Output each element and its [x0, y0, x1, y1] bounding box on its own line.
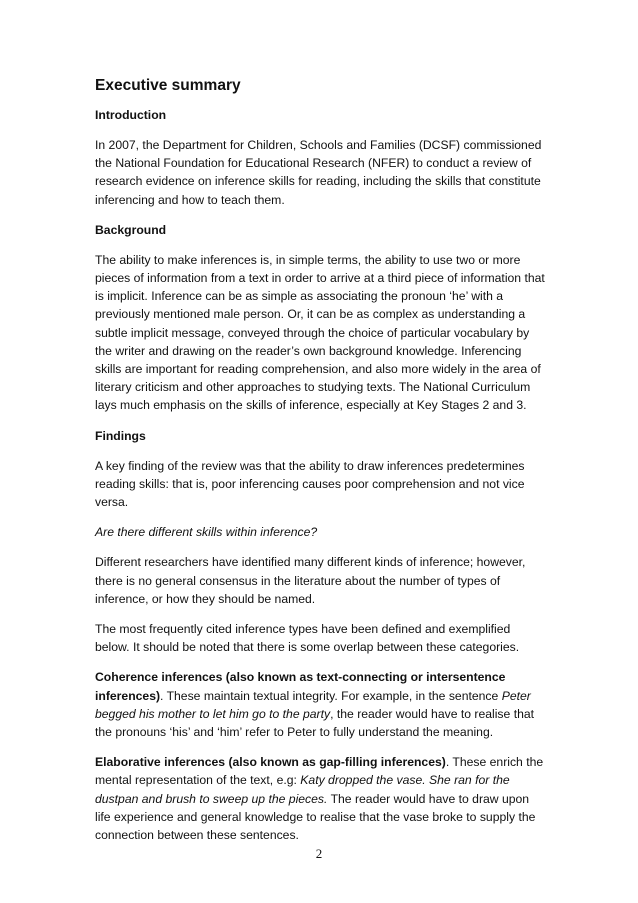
introduction-paragraph: In 2007, the Department for Children, Schools and Families (DCSF) commissioned the National Foundation for Educational Research (NFER) to conduct a review of research evidence on inference skills for reading, including the skills that constitute inferencing and how to teach them. [95, 138, 542, 207]
elaborative-inferences-term: Elaborative inferences (also known as gap-filling inferences) [95, 755, 446, 770]
elaborative-text-1: . These enrich the mental representation of the text, e.g: [95, 755, 544, 788]
coherence-inferences-paragraph [95, 668, 547, 741]
introduction-heading: Introduction [95, 108, 167, 122]
background-heading: Background [95, 222, 167, 237]
elaborative-example: Katy dropped the vase. She ran for the dustpan and brush to sweep up the pieces. [95, 773, 510, 806]
page-title: Executive summary [95, 77, 241, 94]
coherence-text-2: , the reader would have to realise that the pronouns ‘his’ and ‘him’ refer to Peter to fully understand the meaning. [95, 706, 535, 740]
page-content [95, 76, 547, 856]
findings-question: Are there different skills within inference? [95, 525, 318, 540]
background-paragraph: The ability to make inferences is, in simple terms, the ability to use two or more pieces of information from a text in order to arrive at a third piece of information that is implicit. Inference can be as simple as associating the pronoun ‘he’ with a previously mentioned male person. Or, it can be as complex as understanding a subtle implicit message, conveyed through the choice of particular vocabulary by the writer and drawing on the reader’s own background knowledge. Inferencing skills are important for reading comprehension, and also more widely in the area of literary criticism and other approaches to studying texts. The National Curriculum lays much emphasis on the skills of inference, especially at Key Stages 2 and 3. [95, 252, 545, 413]
coherence-example: Peter begged his mother to let him go to the party [95, 688, 531, 721]
elaborative-text-2: The reader would have to draw upon life experience and general knowledge to realise that the vase broke to supply the connection between these sentences. [95, 791, 536, 843]
page-number: 2 [315, 846, 323, 861]
coherence-inferences-term: Coherence inferences (also known as text-connecting or intersentence inferences) [95, 670, 506, 703]
elaborative-inferences-paragraph [95, 753, 547, 844]
findings-paragraph-1: A key finding of the review was that the ability to draw inferences predetermines reading skills: that is, poor inferencing causes poor comprehension and not vice versa. [95, 458, 525, 510]
findings-paragraph-2: Different researchers have identified many different kinds of inference; however, there is no general consensus in the literature about the number of types of inference, or how they should be named. [95, 555, 526, 606]
findings-paragraph-3: The most frequently cited inference types have been defined and exemplified below. It should be noted that there is some overlap between these categories. [95, 622, 520, 655]
coherence-text-1: . These maintain textual integrity. For example, in the sentence [160, 688, 502, 703]
findings-heading: Findings [95, 428, 146, 443]
